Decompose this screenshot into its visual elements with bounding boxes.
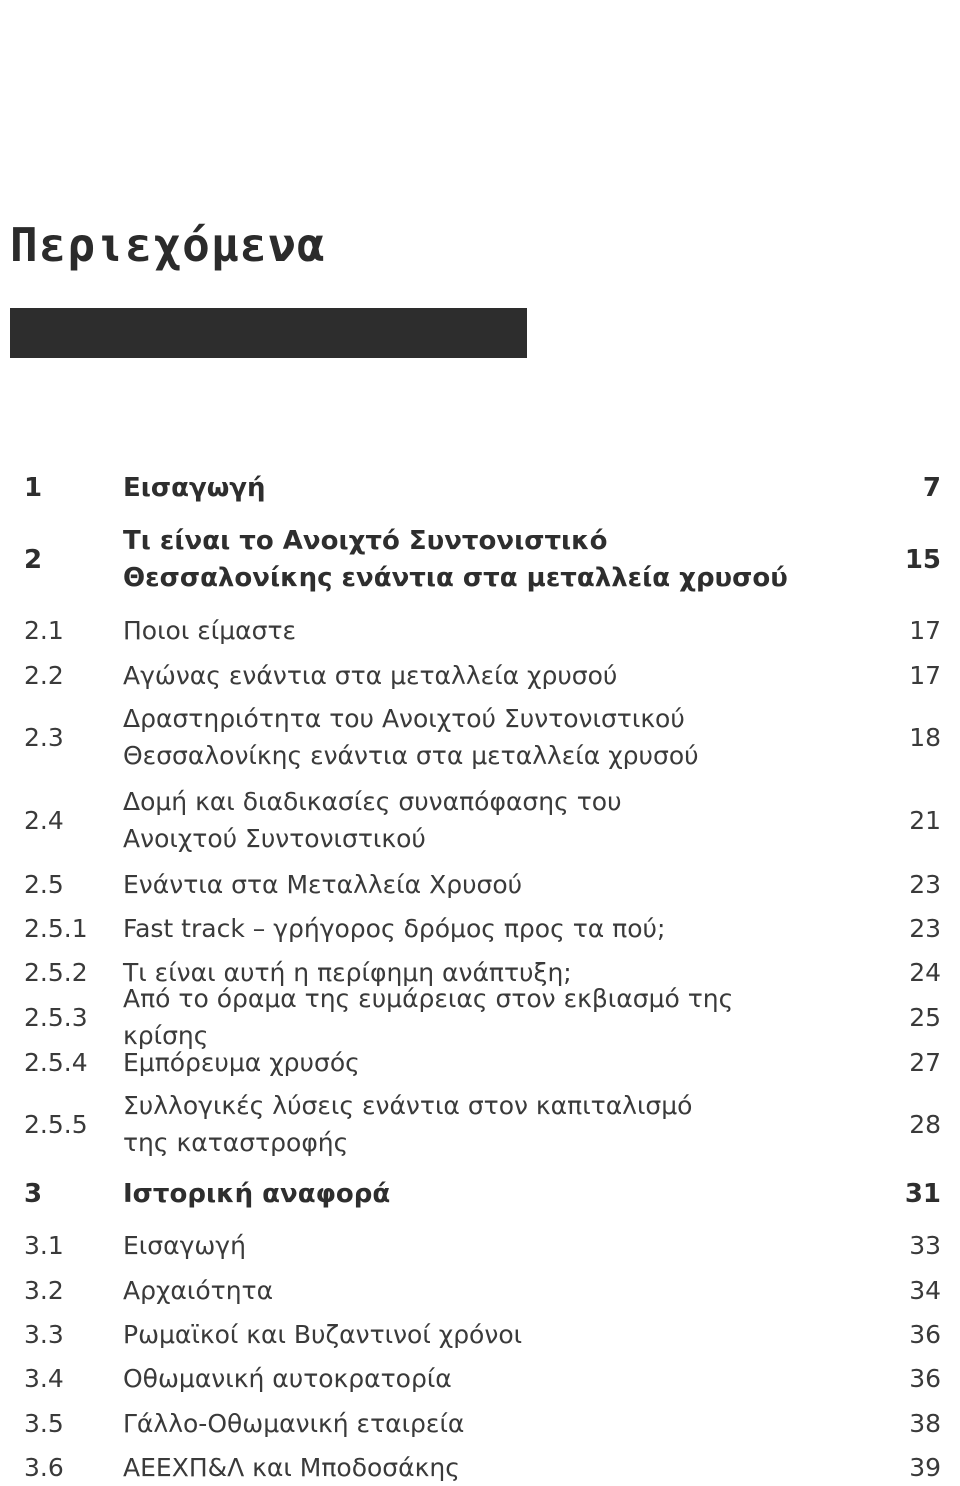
toc-section-row[interactable] (0, 1087, 960, 1161)
toc-title: Δραστηριότητα του Ανοιχτού Συντονιστικού Θεσσαλονίκης ενάντια στα μεταλλεία χρυσού (123, 704, 699, 770)
toc-title: Τι είναι το Ανοιχτό Συντονιστικό Θεσσαλονίκης ενάντια στα μεταλλεία χρυσού (123, 526, 788, 593)
toc-page-number: 28 (909, 1109, 941, 1139)
toc-number: 3 (24, 1178, 43, 1209)
toc-page-number: 23 (909, 869, 941, 899)
page-title: Περιεχόμενα (10, 218, 326, 272)
toc-number: 2.5.5 (24, 1109, 88, 1139)
toc-section-row[interactable] (0, 984, 960, 1050)
toc-title: Ιστορική αναφορά (123, 1178, 391, 1209)
toc-number: 2.3 (24, 722, 64, 752)
toc-number: 3.2 (24, 1275, 64, 1305)
toc-title: Εμπόρευμα χρυσός (123, 1047, 360, 1077)
toc-section-row[interactable] (0, 1360, 960, 1397)
toc-page-number: 24 (909, 957, 941, 987)
toc-chapter-row[interactable] (0, 470, 960, 507)
toc-title: Από το όραμα της ευμάρειας στον εκβιασμό της κρίσης (123, 984, 734, 1050)
toc-section-row[interactable] (0, 910, 960, 947)
toc-title: Εισαγωγή (123, 1230, 246, 1260)
toc-section-row[interactable] (0, 866, 960, 903)
toc-title: Γάλλο-Οθωμανική εταιρεία (123, 1408, 465, 1438)
toc-title: Οθωμανική αυτοκρατορία (123, 1363, 452, 1393)
toc-page-number: 31 (904, 1178, 941, 1209)
title-divider-bar (10, 308, 527, 358)
toc-section-row[interactable] (0, 1449, 960, 1486)
toc-page-number: 39 (909, 1452, 941, 1482)
toc-title: Fast track – γρήγορος δρόμος προς τα πού; (123, 913, 666, 943)
toc-page-number: 27 (909, 1047, 941, 1077)
toc-page-number: 7 (922, 472, 941, 503)
toc-page-number: 18 (909, 722, 941, 752)
toc-page-number: 36 (909, 1319, 941, 1349)
toc-section-row[interactable] (0, 1316, 960, 1353)
toc-title: Συλλογικές λύσεις ενάντια στον καπιταλισμό της καταστροφής (123, 1091, 693, 1157)
toc-number: 3.3 (24, 1319, 64, 1349)
toc-number: 3.1 (24, 1230, 64, 1260)
toc-number: 3.6 (24, 1452, 64, 1482)
toc-section-row[interactable] (0, 700, 960, 774)
toc-page-number: 17 (909, 660, 941, 690)
toc-number: 3.5 (24, 1408, 64, 1438)
toc-page-number: 23 (909, 913, 941, 943)
toc-title: Ρωμαϊκοί και Βυζαντινοί χρόνοι (123, 1319, 523, 1349)
toc-section-row[interactable] (0, 1272, 960, 1309)
toc-section-row[interactable] (0, 657, 960, 694)
toc-title: Αγώνας ενάντια στα μεταλλεία χρυσού (123, 660, 618, 690)
toc-page-number: 33 (909, 1230, 941, 1260)
toc-title: ΑΕΕΧΠ&Λ και Μποδοσάκης (123, 1452, 460, 1482)
toc-number: 2 (24, 544, 43, 575)
toc-page-number: 34 (909, 1275, 941, 1305)
toc-number: 2.5.2 (24, 957, 88, 987)
toc-number: 2.1 (24, 615, 64, 645)
toc-chapter-row[interactable] (0, 523, 960, 597)
toc-page-number: 21 (909, 805, 941, 835)
toc-title: Αρχαιότητα (123, 1275, 274, 1305)
toc-page-number: 36 (909, 1363, 941, 1393)
toc-title: Τι είναι αυτή η περίφημη ανάπτυξη; (123, 957, 572, 987)
toc-number: 3.4 (24, 1363, 64, 1393)
toc-title: Δομή και διαδικασίες συναπόφασης του Ανοιχτού Συντονιστικού (123, 787, 622, 853)
toc-number: 2.5.1 (24, 913, 88, 943)
toc-number: 2.5.4 (24, 1047, 88, 1077)
toc-number: 2.2 (24, 660, 64, 690)
toc-section-row[interactable] (0, 612, 960, 649)
toc-section-row[interactable] (0, 783, 960, 857)
toc-title: Εισαγωγή (123, 472, 266, 503)
toc-number: 2.5.3 (24, 1002, 88, 1032)
toc-number: 2.4 (24, 805, 64, 835)
toc-page-number: 15 (904, 544, 941, 575)
toc-section-row[interactable] (0, 1044, 960, 1081)
toc-number: 2.5 (24, 869, 64, 899)
toc-section-row[interactable] (0, 1227, 960, 1264)
toc-page-number: 38 (909, 1408, 941, 1438)
toc-section-row[interactable] (0, 1405, 960, 1442)
toc-title: Ενάντια στα Μεταλλεία Χρυσού (123, 869, 523, 899)
toc-title: Ποιοι είμαστε (123, 615, 297, 645)
toc-page-number: 17 (909, 615, 941, 645)
toc-number: 1 (24, 472, 43, 503)
toc-chapter-row[interactable] (0, 1176, 960, 1213)
toc-page-number: 25 (909, 1002, 941, 1032)
